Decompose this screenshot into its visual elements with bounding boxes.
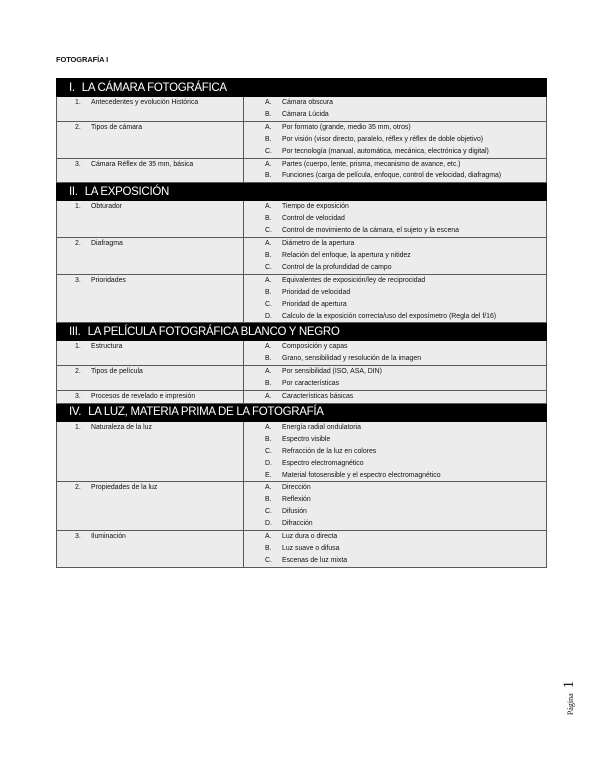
topic-number: 2.	[75, 368, 81, 376]
page-number: 1	[561, 680, 577, 689]
subtopic-letter: B.	[265, 110, 272, 118]
page-footer	[558, 676, 580, 720]
subtopic-text: Prioridad de apertura	[282, 300, 347, 308]
subtopic-text: Por formato (grande, medio 35 mm, otros)	[282, 123, 411, 131]
subtopic-item	[244, 287, 546, 299]
subtopic-list	[244, 366, 547, 391]
subtopic-text: Tiempo de exposición	[282, 203, 349, 211]
subtopic-text: Escenas de luz mixta	[282, 556, 348, 564]
subtopic-item	[244, 213, 546, 225]
subtopic-item	[244, 446, 546, 458]
subtopic-text: Por visión (visor directo, paralelo, réflex y réflex de doble objetivo)	[282, 135, 484, 143]
topic-cell	[57, 341, 244, 366]
subtopic-item	[244, 506, 546, 518]
subtopic-text: Refracción de la luz en colores	[282, 447, 377, 455]
subtopic-letter: A.	[265, 343, 272, 351]
topic-row	[57, 238, 547, 275]
subtopic-text: Luz suave o difusa	[282, 545, 340, 552]
subtopic-item	[244, 531, 546, 543]
topic-row	[57, 274, 547, 323]
subtopic-text: Reflexión	[282, 496, 311, 504]
subtopic-list	[244, 341, 547, 366]
subtopic-letter: A.	[265, 393, 272, 401]
subtopic-letter: B.	[265, 135, 272, 143]
subtopic-text: Cámara Lúcida	[282, 110, 329, 118]
subtopic-item	[244, 250, 546, 262]
subtopic-letter: B.	[265, 496, 272, 504]
subtopic-letter: A.	[265, 99, 272, 106]
subtopic-letter: D.	[265, 459, 272, 467]
subtopic-list	[244, 482, 547, 531]
subtopic-item	[244, 555, 546, 567]
subtopic-item	[244, 434, 546, 446]
topic-row	[57, 366, 547, 391]
subtopic-text: Equivalentes de exposición/ley de reciprocidad	[282, 276, 426, 284]
topic-label: Iluminación	[91, 533, 126, 541]
topic-number: 3.	[75, 533, 81, 541]
topic-label: Antecedentes y evolución Histórica	[91, 99, 199, 106]
subtopic-letter: B.	[265, 435, 272, 443]
subtopic-text: Características básicas	[282, 393, 354, 401]
subtopic-letter: B.	[265, 215, 272, 223]
topic-cell	[57, 421, 244, 482]
section-header	[57, 79, 547, 97]
topic-number: 1.	[75, 343, 81, 351]
subtopic-item	[244, 353, 546, 365]
subtopic-item	[244, 146, 546, 158]
subtopic-item	[244, 494, 546, 506]
subtopic-letter: A.	[265, 276, 272, 284]
topic-number: 3.	[75, 393, 81, 401]
subtopic-item	[244, 299, 546, 311]
topic-cell	[57, 391, 244, 404]
subtopic-text: Por sensibilidad (ISO, ASA, DIN)	[282, 368, 382, 376]
subtopic-item	[244, 134, 546, 146]
subtopic-text: Material fotosensible y el espectro electromagnético	[282, 471, 441, 479]
subtopic-item	[244, 470, 546, 482]
topic-row	[57, 482, 547, 531]
subtopic-letter: A.	[265, 160, 272, 168]
subtopic-letter: C.	[265, 147, 272, 155]
subtopic-letter: C.	[265, 227, 272, 235]
topic-label: Procesos de revelado e impresión	[91, 393, 196, 401]
subtopic-letter: B.	[265, 288, 272, 296]
subtopic-item	[244, 378, 546, 390]
topic-row	[57, 341, 547, 366]
topic-label: Obturador	[91, 203, 123, 211]
subtopic-text: Por características	[282, 380, 340, 388]
topic-cell	[57, 531, 244, 568]
topic-label: Naturaleza de la luz	[91, 423, 152, 431]
subtopic-item	[244, 225, 546, 237]
subtopic-text: Prioridad de velocidad	[282, 288, 351, 296]
subtopic-text: Difracción	[282, 520, 313, 528]
subtopic-letter: A.	[265, 533, 272, 541]
subtopic-item	[244, 201, 546, 213]
subtopic-letter: A.	[265, 423, 272, 431]
section-number: III.	[69, 325, 81, 338]
subtopic-item	[244, 122, 546, 134]
section-number: IV.	[69, 406, 82, 419]
subtopic-list	[244, 121, 547, 158]
subtopic-letter: C.	[265, 447, 272, 455]
section-title: LA LUZ, MATERIA PRIMA DE LA FOTOGRAFÍA	[88, 406, 324, 419]
topic-number: 1.	[75, 203, 81, 211]
section-header	[57, 183, 547, 201]
subtopic-item	[244, 366, 546, 378]
topic-number: 3.	[75, 160, 81, 168]
topic-number: 2.	[75, 240, 81, 248]
subtopic-text: Difusión	[282, 508, 307, 516]
subtopic-text: Control de velocidad	[282, 215, 345, 223]
topic-cell	[57, 238, 244, 275]
subtopic-item	[244, 109, 546, 121]
subtopic-letter: B.	[265, 251, 272, 259]
subtopic-text: Funciones (carga de película, enfoque, control de velocidad, diafragma)	[282, 172, 502, 180]
topic-cell	[57, 121, 244, 158]
subtopic-letter: D.	[265, 520, 272, 528]
subtopic-text: Calculo de la exposición correcta/uso del exposímetro (Regla del f/16)	[282, 312, 497, 320]
topic-number: 3.	[75, 276, 81, 284]
topic-row	[57, 97, 547, 122]
subtopic-text: Por tecnología (manual, automática, mecánica, electrónica y digital)	[282, 147, 489, 155]
subtopic-letter: C.	[265, 263, 272, 271]
subtopic-letter: C.	[265, 508, 272, 516]
subtopic-item	[244, 543, 546, 555]
topic-cell	[57, 201, 244, 238]
syllabus-table	[56, 78, 547, 568]
document-title: FOTOGRAFÍA I	[56, 55, 109, 64]
subtopic-letter: B.	[265, 380, 272, 388]
subtopic-letter: E.	[265, 471, 272, 479]
subtopic-list	[244, 97, 547, 122]
subtopic-list	[244, 531, 547, 568]
subtopic-item	[244, 458, 546, 470]
subtopic-item	[244, 341, 546, 353]
topic-number: 2.	[75, 484, 81, 492]
subtopic-item	[244, 518, 546, 530]
section-header	[57, 323, 547, 341]
topic-cell	[57, 482, 244, 531]
subtopic-item	[244, 262, 546, 274]
subtopic-item	[244, 97, 546, 109]
topic-cell	[57, 366, 244, 391]
subtopic-list	[244, 238, 547, 275]
topic-number: 2.	[75, 123, 81, 131]
topic-row	[57, 121, 547, 158]
subtopic-list	[244, 421, 547, 482]
topic-label: Tipos de película	[91, 368, 143, 376]
subtopic-list	[244, 158, 547, 183]
subtopic-letter: B.	[265, 545, 272, 552]
subtopic-list	[244, 201, 547, 238]
topic-number: 1.	[75, 423, 81, 431]
subtopic-item	[244, 170, 546, 182]
topic-row	[57, 201, 547, 238]
subtopic-text: Diámetro de la apertura	[282, 240, 355, 248]
topic-label: Diafragma	[91, 240, 123, 248]
subtopic-text: Control de la profundidad de campo	[282, 263, 392, 271]
subtopic-letter: C.	[265, 556, 272, 564]
topic-number: 1.	[75, 99, 81, 106]
section-number: I.	[69, 81, 75, 94]
section-title: LA CÁMARA FOTOGRÁFICA	[81, 81, 227, 94]
topic-row	[57, 158, 547, 183]
subtopic-list	[244, 391, 547, 404]
subtopic-text: Espectro visible	[282, 435, 331, 443]
subtopic-text: Partes (cuerpo, lente, prisma, mecanismo de avance, etc.)	[282, 160, 461, 168]
subtopic-letter: A.	[265, 203, 272, 211]
subtopic-item	[244, 159, 546, 171]
subtopic-item	[244, 311, 546, 323]
topic-cell	[57, 274, 244, 323]
subtopic-text: Cámara obscura	[282, 99, 333, 106]
subtopic-letter: C.	[265, 300, 272, 308]
subtopic-letter: A.	[265, 368, 272, 376]
subtopic-letter: B.	[265, 355, 272, 363]
subtopic-text: Control de movimiento de la cámara, el sujeto y la escena	[282, 227, 459, 235]
topic-cell	[57, 97, 244, 122]
section-title: LA PELÍCULA FOTOGRÁFICA BLANCO Y NEGRO	[87, 325, 340, 338]
subtopic-text: Composición y capas	[282, 343, 348, 351]
subtopic-letter: A.	[265, 240, 272, 248]
subtopic-letter: A.	[265, 484, 272, 492]
topic-row	[57, 391, 547, 404]
page-label: Página	[566, 693, 575, 716]
topic-label: Tipos de cámara	[91, 123, 143, 131]
section-title: LA EXPOSICIÓN	[84, 185, 169, 198]
subtopic-text: Espectro electromagnético	[282, 459, 364, 467]
subtopic-list	[244, 274, 547, 323]
topic-label: Cámara Réflex de 35 mm, básica	[91, 160, 194, 168]
subtopic-text: Relación del enfoque, la apertura y nitidez	[282, 251, 411, 259]
subtopic-letter: D.	[265, 312, 272, 320]
subtopic-item	[244, 238, 546, 250]
topic-row	[57, 421, 547, 482]
section-number: II.	[69, 185, 78, 198]
topic-cell	[57, 158, 244, 183]
topic-label: Estructura	[91, 343, 123, 351]
subtopic-item	[244, 482, 546, 494]
topic-row	[57, 531, 547, 568]
subtopic-text: Grano, sensibilidad y resolución de la imagen	[282, 355, 422, 363]
section-header	[57, 403, 547, 421]
subtopic-item	[244, 391, 546, 403]
subtopic-text: Dirección	[282, 484, 311, 492]
topic-label: Propiedades de la luz	[91, 484, 158, 492]
subtopic-item	[244, 422, 546, 434]
subtopic-text: Luz dura o directa	[282, 533, 338, 541]
subtopic-letter: B.	[265, 172, 272, 180]
subtopic-letter: A.	[265, 123, 272, 131]
subtopic-item	[244, 275, 546, 287]
topic-label: Prioridades	[91, 276, 126, 284]
subtopic-text: Energía radial ondulatoria	[282, 423, 361, 431]
